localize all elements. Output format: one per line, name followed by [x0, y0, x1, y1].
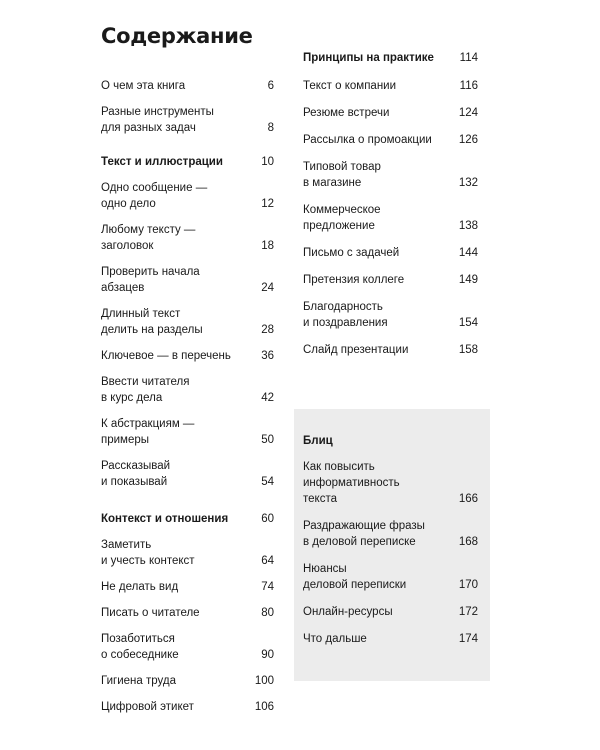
toc-entry-title: О чем эта книга [101, 80, 186, 92]
toc-entry [101, 348, 274, 364]
toc-entry [303, 342, 478, 358]
toc-entry-page: 18 [261, 240, 274, 252]
toc-entry-page: 158 [458, 344, 478, 356]
toc-entry-title: Текст и иллюстрации [101, 156, 223, 168]
toc-entry-title: Что дальше [303, 633, 367, 645]
toc-entry-page: 64 [261, 555, 274, 567]
toc-entry-title: Раздражающие фразы в деловой переписке [303, 520, 425, 548]
toc-entry-title: Позаботиться о собеседнике [101, 633, 179, 661]
toc-entry-title: Резюме встречи [303, 107, 390, 119]
toc-section-heading [101, 511, 274, 527]
page-title: Содержание [101, 24, 253, 48]
toc-entry-title: Принципы на практике [303, 52, 434, 64]
toc-entry-page: 36 [261, 350, 274, 362]
toc-entry-page: 8 [267, 122, 274, 134]
toc-entry-page: 149 [458, 274, 478, 286]
toc-entry-page: 54 [261, 476, 274, 488]
toc-entry [101, 180, 274, 212]
toc-entry-page: 24 [261, 282, 274, 294]
toc-entry-title: Ввести читателя в курс дела [101, 376, 190, 404]
toc-entry-page: 116 [459, 80, 478, 92]
toc-entry-title: Любому тексту — заголовок [101, 224, 196, 252]
toc-entry [101, 579, 274, 595]
toc-entry [303, 604, 478, 620]
toc-entry-page: 90 [261, 649, 274, 661]
toc-entry [303, 159, 478, 191]
toc-entry-page: 42 [261, 392, 274, 404]
toc-entry-title: Проверить начала абзацев [101, 266, 200, 294]
toc-entry-title: Заметить и учесть контекст [101, 539, 195, 567]
toc-entry-page: 10 [261, 156, 274, 168]
toc-entry [303, 202, 478, 234]
toc-entry [303, 561, 478, 593]
toc-entry [101, 699, 274, 715]
toc-entry-page: 168 [458, 536, 478, 548]
toc-entry-page: 114 [459, 52, 478, 64]
toc-entry [101, 673, 274, 689]
toc-entry-page: 138 [458, 220, 478, 232]
toc-section-heading [303, 433, 478, 449]
toc-entry-title: Коммерческое предложение [303, 204, 381, 232]
toc-entry-title: Одно сообщение — одно дело [101, 182, 208, 210]
toc-entry-page: 60 [261, 513, 274, 525]
toc-entry-title: Типовой товар в магазине [303, 161, 381, 189]
toc-entry [101, 374, 274, 406]
toc-entry [101, 306, 274, 338]
toc-entry-page: 100 [254, 675, 274, 687]
toc-entry-title: Гигиена труда [101, 675, 176, 687]
toc-entry-page: 154 [458, 317, 478, 329]
toc-column-right [303, 50, 478, 368]
toc-entry-page: 166 [458, 493, 478, 505]
toc-entry-title: Письмо с задачей [303, 247, 400, 259]
toc-entry-title: Рассылка о промоакции [303, 134, 432, 146]
toc-entry-page: 144 [458, 247, 478, 259]
toc-entry-title: Контекст и отношения [101, 513, 229, 525]
toc-entry-title: Ключевое — в перечень [101, 350, 231, 362]
toc-entry-title: Нюансы деловой переписки [303, 563, 407, 591]
toc-entry-title: Длинный текст делить на разделы [101, 308, 203, 336]
toc-entry-title: К абстракциям — примеры [101, 418, 195, 446]
toc-entry-page: 124 [458, 107, 478, 119]
toc-entry [101, 416, 274, 448]
toc-entry-title: Писать о читателе [101, 607, 200, 619]
toc-entry-page: 28 [261, 324, 274, 336]
toc-entry [303, 245, 478, 261]
toc-entry-page: 12 [261, 198, 274, 210]
toc-entry-page: 132 [458, 177, 478, 189]
toc-entry [101, 78, 274, 94]
toc-column-left [101, 78, 274, 725]
toc-entry-title: Цифровой этикет [101, 701, 194, 713]
toc-column-blitz [303, 433, 478, 657]
toc-entry [101, 264, 274, 296]
toc-entry [101, 537, 274, 569]
toc-entry-page: 106 [254, 701, 274, 713]
toc-entry-title: Благодарность и поздравления [303, 301, 388, 329]
toc-entry-title: Текст о компании [303, 80, 397, 92]
toc-entry-page: 170 [458, 579, 478, 591]
toc-entry [101, 104, 274, 136]
toc-entry [101, 458, 274, 490]
toc-entry-page: 126 [458, 134, 478, 146]
toc-entry [303, 132, 478, 148]
toc-entry-page: 6 [267, 80, 274, 92]
toc-section-heading [303, 50, 478, 66]
toc-entry-title: Блиц [303, 435, 333, 447]
toc-entry-page: 172 [458, 606, 478, 618]
toc-entry [101, 631, 274, 663]
toc-entry-title: Претензия коллеге [303, 274, 405, 286]
toc-entry [303, 631, 478, 647]
toc-entry-page: 174 [458, 633, 478, 645]
toc-entry-title: Не делать вид [101, 581, 179, 593]
toc-entry [101, 222, 274, 254]
toc-entry-title: Слайд презентации [303, 344, 409, 356]
toc-section-heading [101, 154, 274, 170]
toc-entry-title: Как повысить информативность текста [303, 461, 400, 505]
toc-entry-title: Разные инструменты для разных задач [101, 106, 214, 134]
toc-entry-title: Рассказывай и показывай [101, 460, 171, 488]
toc-entry [303, 78, 478, 94]
toc-entry-title: Онлайн-ресурсы [303, 606, 393, 618]
toc-entry-page: 80 [261, 607, 274, 619]
toc-entry [101, 605, 274, 621]
toc-entry [303, 459, 478, 507]
toc-entry [303, 518, 478, 550]
toc-entry [303, 105, 478, 121]
toc-entry [303, 272, 478, 288]
toc-entry-page: 74 [261, 581, 274, 593]
toc-entry-page: 50 [261, 434, 274, 446]
toc-entry [303, 299, 478, 331]
